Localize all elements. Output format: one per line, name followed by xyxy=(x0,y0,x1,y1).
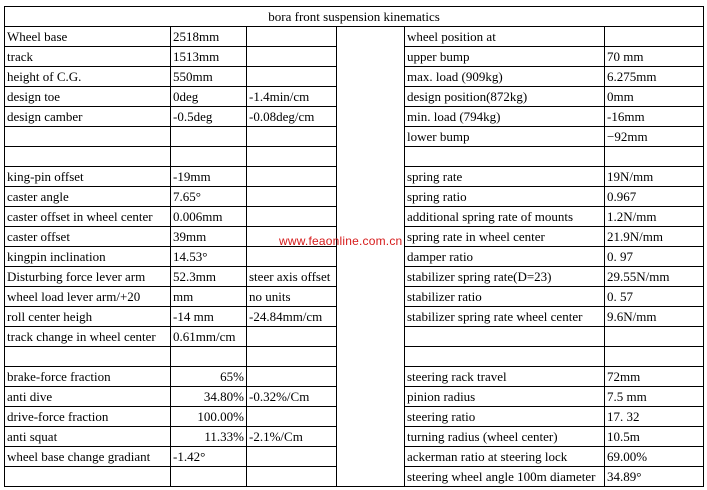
left-gradient-cell: no units xyxy=(247,287,337,307)
table-row xyxy=(5,227,704,247)
right-value-cell: 7.5 mm xyxy=(605,387,704,407)
left-gradient-cell xyxy=(247,327,337,347)
right-value-cell: 10.5m xyxy=(605,427,704,447)
left-gradient-cell: -0.08deg/cm xyxy=(247,107,337,127)
table-row xyxy=(5,27,704,47)
left-label-cell: height of C.G. xyxy=(5,67,171,87)
left-label-cell: design toe xyxy=(5,87,171,107)
spacer-cell xyxy=(337,227,405,247)
spacer-cell xyxy=(337,427,405,447)
table-title: bora front suspension kinematics xyxy=(5,7,704,27)
left-label-cell: Disturbing force lever arm xyxy=(5,267,171,287)
left-value-cell: -0.5deg xyxy=(171,107,247,127)
left-value-cell: -14 mm xyxy=(171,307,247,327)
left-label-cell: kingpin inclination xyxy=(5,247,171,267)
left-gradient-cell: -1.4min/cm xyxy=(247,87,337,107)
spacer-cell xyxy=(337,107,405,127)
title-row xyxy=(5,7,704,27)
right-value-cell: 0.967 xyxy=(605,187,704,207)
table-row xyxy=(5,467,704,487)
table-row xyxy=(5,107,704,127)
left-label-cell: anti squat xyxy=(5,427,171,447)
right-value-cell: -16mm xyxy=(605,107,704,127)
right-label-cell: spring rate xyxy=(405,167,605,187)
right-value-cell: 21.9N/mm xyxy=(605,227,704,247)
spacer-cell xyxy=(337,447,405,467)
left-label-cell: wheel load lever arm/+20 xyxy=(5,287,171,307)
left-gradient-cell xyxy=(247,127,337,147)
right-value-cell: 69.00% xyxy=(605,447,704,467)
right-value-cell: 34.89° xyxy=(605,467,704,487)
left-label-cell xyxy=(5,467,171,487)
right-value-cell: −92mm xyxy=(605,127,704,147)
table-row xyxy=(5,367,704,387)
left-label-cell xyxy=(5,347,171,367)
left-gradient-cell xyxy=(247,187,337,207)
right-label-cell: steering wheel angle 100m diameter xyxy=(405,467,605,487)
left-value-cell: 11.33% xyxy=(171,427,247,447)
right-value-cell: 1.2N/mm xyxy=(605,207,704,227)
spacer-cell xyxy=(337,327,405,347)
left-value-cell: 2518mm xyxy=(171,27,247,47)
right-label-cell: stabilizer ratio xyxy=(405,287,605,307)
left-value-cell: 1513mm xyxy=(171,47,247,67)
left-value-cell: 52.3mm xyxy=(171,267,247,287)
right-label-cell: spring ratio xyxy=(405,187,605,207)
left-label-cell: design camber xyxy=(5,107,171,127)
left-value-cell: 34.80% xyxy=(171,387,247,407)
left-gradient-cell xyxy=(247,367,337,387)
right-label-cell: ackerman ratio at steering lock xyxy=(405,447,605,467)
left-value-cell: 0deg xyxy=(171,87,247,107)
left-label-cell: anti dive xyxy=(5,387,171,407)
right-value-cell: 19N/mm xyxy=(605,167,704,187)
spacer-cell xyxy=(337,347,405,367)
table-row xyxy=(5,167,704,187)
right-value-cell: 29.55N/mm xyxy=(605,267,704,287)
right-value-cell xyxy=(605,347,704,367)
spacer-cell xyxy=(337,267,405,287)
right-label-cell: stabilizer spring rate wheel center xyxy=(405,307,605,327)
left-gradient-cell xyxy=(247,27,337,47)
right-label-cell: lower bump xyxy=(405,127,605,147)
right-label-cell xyxy=(405,347,605,367)
right-label-cell: wheel position at xyxy=(405,27,605,47)
right-label-cell: max. load (909kg) xyxy=(405,67,605,87)
right-label-cell: turning radius (wheel center) xyxy=(405,427,605,447)
left-label-cell: Wheel base xyxy=(5,27,171,47)
spacer-cell xyxy=(337,367,405,387)
left-value-cell xyxy=(171,127,247,147)
spacer-cell xyxy=(337,207,405,227)
table-row xyxy=(5,447,704,467)
left-gradient-cell xyxy=(247,347,337,367)
left-gradient-cell xyxy=(247,167,337,187)
left-value-cell: 550mm xyxy=(171,67,247,87)
right-label-cell: upper bump xyxy=(405,47,605,67)
left-label-cell: caster offset xyxy=(5,227,171,247)
spacer-cell xyxy=(337,287,405,307)
right-label-cell xyxy=(405,147,605,167)
right-value-cell xyxy=(605,327,704,347)
left-gradient-cell: -0.32%/Cm xyxy=(247,387,337,407)
spacer-cell xyxy=(337,387,405,407)
left-value-cell: -1.42° xyxy=(171,447,247,467)
table-row xyxy=(5,307,704,327)
left-gradient-cell xyxy=(247,147,337,167)
spacer-cell xyxy=(337,187,405,207)
left-value-cell: 0.006mm xyxy=(171,207,247,227)
right-label-cell: spring rate in wheel center xyxy=(405,227,605,247)
table-row xyxy=(5,207,704,227)
table-row xyxy=(5,127,704,147)
kinematics-sheet xyxy=(4,6,703,486)
right-label-cell xyxy=(405,327,605,347)
right-label-cell: min. load (794kg) xyxy=(405,107,605,127)
left-value-cell: 39mm xyxy=(171,227,247,247)
left-gradient-cell: steer axis offset xyxy=(247,267,337,287)
left-gradient-cell xyxy=(247,67,337,87)
left-label-cell: brake-force fraction xyxy=(5,367,171,387)
right-value-cell: 70 mm xyxy=(605,47,704,67)
left-value-cell xyxy=(171,347,247,367)
right-value-cell: 0mm xyxy=(605,87,704,107)
right-label-cell: pinion radius xyxy=(405,387,605,407)
table-row xyxy=(5,427,704,447)
left-label-cell: caster offset in wheel center xyxy=(5,207,171,227)
left-gradient-cell xyxy=(247,467,337,487)
right-label-cell: design position(872kg) xyxy=(405,87,605,107)
right-label-cell: steering rack travel xyxy=(405,367,605,387)
table-row xyxy=(5,47,704,67)
left-value-cell: mm xyxy=(171,287,247,307)
right-value-cell: 0. 97 xyxy=(605,247,704,267)
table-row xyxy=(5,267,704,287)
left-label-cell: track xyxy=(5,47,171,67)
left-value-cell xyxy=(171,147,247,167)
left-value-cell: 100.00% xyxy=(171,407,247,427)
spacer-cell xyxy=(337,127,405,147)
left-label-cell xyxy=(5,127,171,147)
right-value-cell: 72mm xyxy=(605,367,704,387)
right-label-cell: additional spring rate of mounts xyxy=(405,207,605,227)
left-gradient-cell: -2.1%/Cm xyxy=(247,427,337,447)
table-row xyxy=(5,407,704,427)
left-value-cell: 0.61mm/cm xyxy=(171,327,247,347)
left-label-cell: wheel base change gradiant xyxy=(5,447,171,467)
table-row xyxy=(5,187,704,207)
spacer-cell xyxy=(337,147,405,167)
right-label-cell: steering ratio xyxy=(405,407,605,427)
right-label-cell: stabilizer spring rate(D=23) xyxy=(405,267,605,287)
table-row xyxy=(5,347,704,367)
right-value-cell: 6.275mm xyxy=(605,67,704,87)
left-label-cell: caster angle xyxy=(5,187,171,207)
spacer-cell xyxy=(337,467,405,487)
right-value-cell xyxy=(605,27,704,47)
left-label-cell: roll center heigh xyxy=(5,307,171,327)
spacer-cell xyxy=(337,87,405,107)
spacer-cell xyxy=(337,407,405,427)
table-row xyxy=(5,327,704,347)
left-gradient-cell: -24.84mm/cm xyxy=(247,307,337,327)
left-value-cell: 14.53° xyxy=(171,247,247,267)
left-gradient-cell xyxy=(247,47,337,67)
left-value-cell: -19mm xyxy=(171,167,247,187)
left-label-cell: track change in wheel center xyxy=(5,327,171,347)
spacer-cell xyxy=(337,67,405,87)
spacer-cell xyxy=(337,307,405,327)
spacer-cell xyxy=(337,27,405,47)
right-value-cell: 0. 57 xyxy=(605,287,704,307)
right-value-cell: 9.6N/mm xyxy=(605,307,704,327)
left-label-cell: drive-force fraction xyxy=(5,407,171,427)
left-value-cell xyxy=(171,467,247,487)
right-label-cell: damper ratio xyxy=(405,247,605,267)
table-row xyxy=(5,147,704,167)
kinematics-table xyxy=(4,6,704,487)
left-value-cell: 65% xyxy=(171,367,247,387)
spacer-cell xyxy=(337,247,405,267)
table-row xyxy=(5,67,704,87)
left-label-cell: king-pin offset xyxy=(5,167,171,187)
spacer-cell xyxy=(337,167,405,187)
table-row xyxy=(5,287,704,307)
left-gradient-cell xyxy=(247,207,337,227)
left-gradient-cell xyxy=(247,247,337,267)
table-row xyxy=(5,387,704,407)
left-gradient-cell xyxy=(247,447,337,467)
left-gradient-cell xyxy=(247,227,337,247)
right-value-cell: 17. 32 xyxy=(605,407,704,427)
left-value-cell: 7.65° xyxy=(171,187,247,207)
left-label-cell xyxy=(5,147,171,167)
right-value-cell xyxy=(605,147,704,167)
table-row xyxy=(5,87,704,107)
table-row xyxy=(5,247,704,267)
left-gradient-cell xyxy=(247,407,337,427)
watermark-text: www.feaonline.com.cn xyxy=(279,234,403,248)
spacer-cell xyxy=(337,47,405,67)
